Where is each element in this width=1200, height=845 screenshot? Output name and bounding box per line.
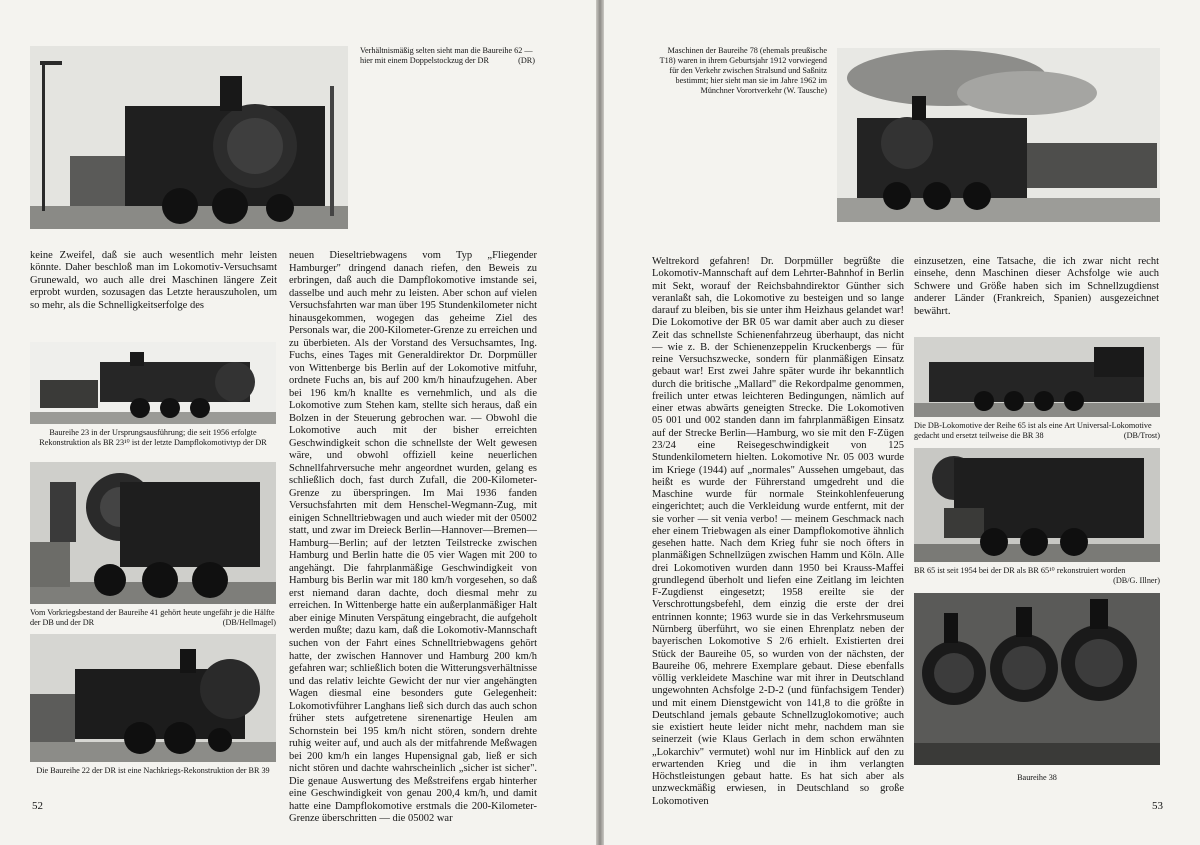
caption-br78: [652, 46, 827, 96]
page-number: 53: [1152, 800, 1163, 812]
photo-br22: [30, 634, 276, 762]
photo-credit: (W. Tausche): [783, 86, 827, 95]
photo-credit: (DB/Trost): [1123, 431, 1160, 440]
photo-br23: [30, 342, 276, 424]
body-paragraph: einzusetzen, eine Tatsache, die ich zwar nicht recht einsehe, denn Maschinen dieser Achsfolge wie auch Schwere und Größe haben sich im Schnellzugdienst anderer Länder (Frankreich, Spanien) ausgezeichnet bewährt.: [914, 256, 1159, 317]
photo-br62: [30, 46, 348, 229]
photo-br38: [914, 593, 1160, 765]
caption-br38: Baureihe 38: [1017, 773, 1057, 782]
right-column-1: [652, 256, 904, 808]
caption-br6510: [914, 566, 1160, 586]
caption-text: Maschinen der Baureihe 78 (ehemals preußische T18) waren in ihrem Geburtsjahr 1912 vorwiegend für den Verkehr zwischen Stralsund und Saßnitz bestimmt; hier sieht man sie im Jahre 1962 im Münchner Vorortverkehr: [659, 46, 827, 95]
caption-br65: [914, 421, 1160, 441]
photo-credit: (DR): [518, 56, 535, 65]
body-paragraph: Weltrekord gefahren! Dr. Dorpmüller begrüßte die Lokomotiv-Mannschaft auf dem Lehrter-Bahnhof in Berlin mit Sekt, worauf der Reichsbahndirektor Günther sich veranlaßt sah, die Lokomotive zu besteigen und so lange darauf zu bleiben, bis sie unter ihm Heizhaus gelandet war! Die Lokomotive der BR 05 war damit aber auch zu dieser Zeit das schnellste Schienenfahrzeug überhaupt, das nicht — wie z. B. der Schienenzeppelin Kruckenbergs — für reine Versuchszwecke, sondern für planmäßigen Einsatz gebaut war! Erst zwei Jahre später wurde ihr bekanntlich durch die britische „Mallard" die Rekordpalme genommen, freilich unter etwas leichteren Bedingungen, nämlich auf einer etwas abwärts geneigten Strecke. Die Lokomotiven 05 001 und 002 standen dann im fahrplanmäßigen Einsatz auf der Strecke Berlin—Hamburg, wo sie mit den F-Zügen 23/24 eine Reisegeschwindigkeit von 125 Stundenkilometern hielten. Lokomotive Nr. 05 003 wurde im Kriege (1944) auf „normales" Aussehen umgebaut, das heißt es wurde der Führerstand umgedreht und die Maschine wurde für normale Steinkohlenfeuerung eingerichtet; auch die Verkleidung wurde entfernt, mit der sie vorher — sit venia verbo! — meinem Geschmack nach eher einem Triebwagen als einer Dampflokomotive ähnlich gesehen hatte. Nach dem Krieg fuhr sie noch öfters in planmäßigen Schnellzügen zwischen Hamm und Köln. Alle drei Lokomotiven wurden dann 1950 bei Krauss-Maffei grundlegend überholt und liefen eine Zeitlang im leichten F-Zugdienst eingesetzt; 1958 ereilte sie der Verschrottungsbefehl, dem einzig die erste der drei entrinnen konnte; 1963 wurde sie in das Verkehrsmuseum Nürnberg überführt, wo sie einen Ehrenplatz neben der bayerischen Lokomotive S 2/6 erhielt. Existierten drei Stück der Baureihe 05, so wurden von der nächsten, der Baureihe 06, mehrere Exemplare gebaut. Diese ebenfalls völlig verkleidete Maschine war mit ihrer in Deutschland ungewohnten Achsfolge 2-D-2 (und fünfachsigem Tender) und mit einem Dienstgewicht von 141,8 to die größte in Deutschland jemals gebaute Schnellzuglokomotive; auch sie existiert heute leider nicht mehr, nachdem man sie seinerzeit (wie Klaus Gerlach in dem schon erwähnten „Lokarchiv" vermutet) wohl nur im Hinblick auf den zu erwartenden Krieg und die in ihm verlangten Höchstleistungen gebaut hatte. Es hat sich aber als unzweckmäßig erwiesen, in Deutschland so große Lokomotiven: [652, 256, 904, 807]
left-page: [0, 0, 596, 845]
caption-br41: [30, 608, 276, 628]
caption-br23: Baureihe 23 in der Ursprungsausführung; die seit 1956 erfolgte Rekonstruktion als BR 23¹⁰ ist der letzte Dampflokomotivtyp der DR: [39, 428, 267, 447]
caption-text: BR 65 ist seit 1954 bei der DR als BR 65¹⁰ rekonstruiert worden: [914, 566, 1126, 575]
left-column-2: [289, 250, 537, 826]
caption-text: Vom Vorkriegsbestand der Baureihe 41 gehört heute ungefähr je die Hälfte der DB und der DR: [30, 608, 275, 627]
photo-br41: [30, 462, 276, 604]
caption-text: Die DB-Lokomotive der Reihe 65 ist als eine Art Universal-Lokomotive gedacht und ersetzt teilweise die BR 38: [914, 421, 1152, 440]
photo-credit: (DB/G. Illner): [1113, 576, 1160, 585]
photo-br65: [914, 337, 1160, 417]
right-page: [604, 0, 1200, 845]
page-number: 52: [32, 800, 43, 812]
body-paragraph: neuen Dieseltriebwagens vom Typ „Fliegender Hamburger" dringend danach riefen, den Beweis zu erbringen, daß auch die Dampflokomotive imstande sei, dasselbe und auch mehr zu leisten. Aber schon auf vielen Versuchsfahrten war man über 195 Stundenkilometer nicht hinausgekommen, wogegen das geheime Ziel des Personals war, die 200-Kilometer-Grenze zu erreichen und zu überbieten. Als der Vorstand des Versuchsamtes, Ing. Fuchs, eines Tages mit Generaldirektor Dr. Dorpmüller von Wittenberge bis Berlin auf der Lokomotive mitfuhr, ordnete Fuchs an, bis auf 200 km/h hinaufzugehen. Aber bei 196 km/h knallte es vernehmlich, und als die Lokomotive zum Stehen kam, stellte sich heraus, daß ein Bolzen in der Steuerung gebrochen war. — Obwohl die Lokomotive auch mit der bisher erreichten Geschwindigkeit schon die schnellste der Welt gewesen wäre, und obwohl offiziell keine neuerlichen Schnellfahrversuche mehr angeordnet wurden, gelang es schließlich doch, fast durch Zufall, die 200-Kilometer-Grenze zu überspringen. Im Mai 1936 fanden Versuchsfahrten mit dem Henschel-Wegmann-Zug, mit einigen Schnelltriebwagen und auch wieder mit der 05002 statt, und zwar im Dreieck Berlin—Hannover—Bremen—Hamburg—Berlin; auf der letzten Teilstrecke zwischen Hamburg und Berlin hatte die 05 vier Wagen mit 200 to angehängt. Die fahrplanmäßige Geschwindigkeit von Hamburg bis Berlin war mit 180 km/h vorgesehen, so daß erst niemand daran dachte, doch diesmal mehr zu erreichen. In Wittenberge hatte ein außerplanmäßiger Halt aber einige Minuten Verspätung eingebracht, die aufgeholt werden mußte; dazu kam, daß die Lokomotiv-Mannschaft suchen von der Fahrt eines Schnelltriebwagens gehört hatte, der zwischen Hannover und Hamburg 200 km/h gefahren war; schließlich boten die Witterungsverhältnisse und das relativ leichte Gewicht der nur vier angehängten Wagen diesmal eine besonders gute Gelegenheit: Lokomotivführer Langhans ließ sich durch das auch schon früher stets aufgetretene sirenenartige Heulen am Schornstein bei 195 km/h nicht stören, sondern drehte ruhig weiter auf, und auch als der mitfahrende Meßwagen bei 200 km/h ein langes Hupensignal gab, ließ er sich nicht stören und dachte wahrscheinlich „sicher ist sicher". Die genaue Auswertung des Meßstreifens ergab hinterher eine Geschwindigkeit von genau 200,4 km/h, und damit hatte eine Dampflokomotive erstmals die 200-Kilometer-Grenze überschritten — die 05002 war: [289, 250, 537, 825]
left-column-1: [30, 250, 277, 312]
photo-br78: [837, 48, 1160, 222]
right-column-2: [914, 256, 1159, 318]
photo-br6510: [914, 448, 1160, 562]
caption-br62: [360, 46, 535, 66]
book-gutter: [596, 0, 604, 845]
caption-text: Verhältnismäßig selten sieht man die Baureihe 62 — hier mit einem Doppelstockzug der DR: [360, 46, 533, 65]
body-paragraph: keine Zweifel, daß sie auch wesentlich mehr leisten könnte. Daher beschloß man im Lokomotiv-Versuchsamt Grunewald, wo auch alle drei Maschinen längere Zeit erprobt wurden, sozusagen das Letzte herauszuholen, um so mehr, als die Schnelligkeitserfolge des: [30, 250, 277, 311]
caption-br22: Die Baureihe 22 der DR ist eine Nachkriegs-Rekonstruktion der BR 39: [36, 766, 270, 775]
photo-credit: (DB/Hellmagel): [222, 618, 276, 627]
